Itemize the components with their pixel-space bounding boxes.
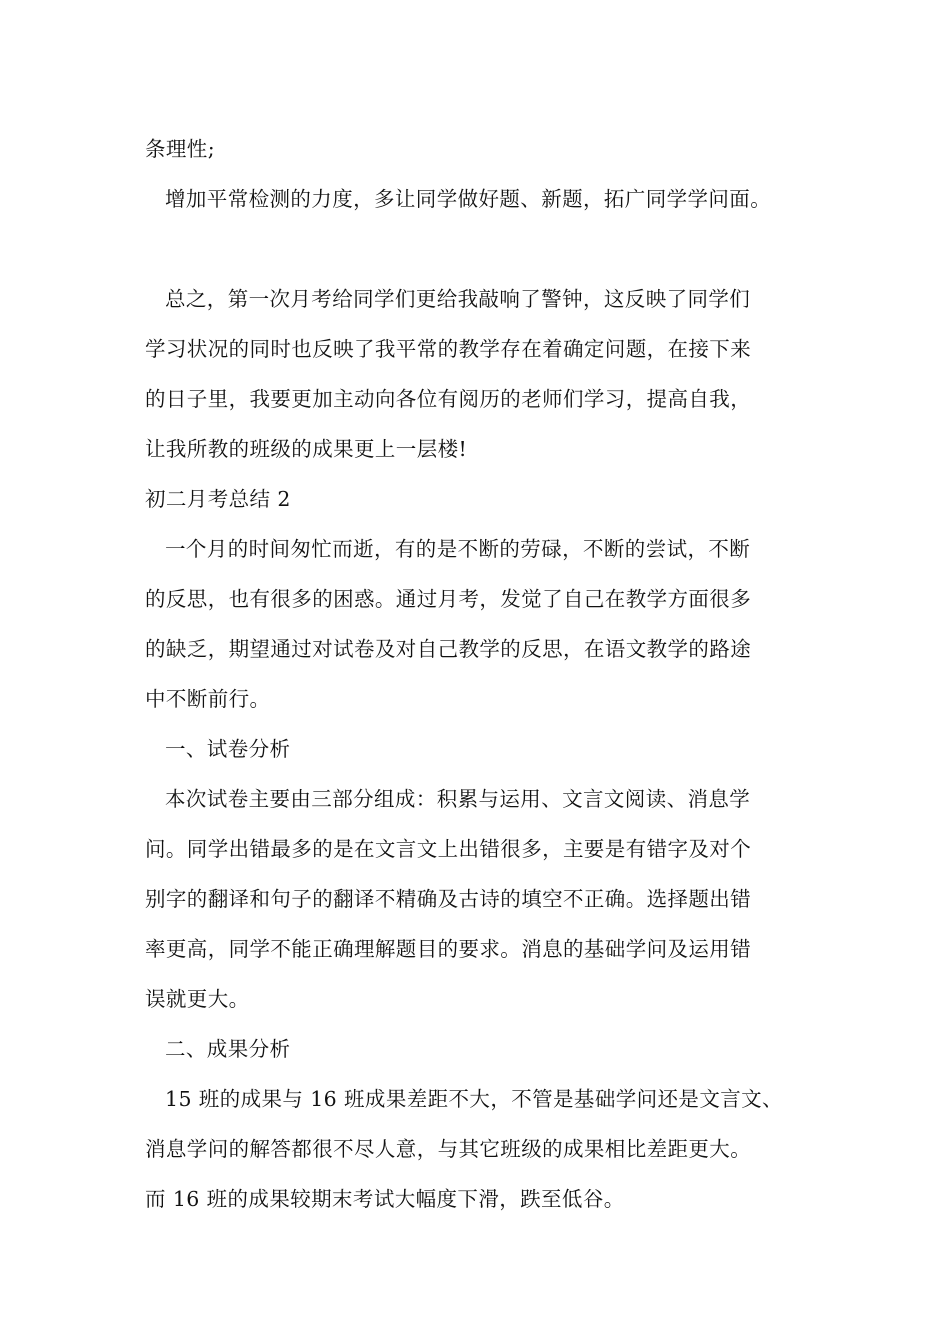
text-line: 的日子里，我要更加主动向各位有阅历的老师们学习，提高自我，	[145, 387, 752, 411]
text-line: 15 班的成果与 16 班成果差距不大，不管是基础学问还是文言文、	[165, 1087, 783, 1111]
text-line: 本次试卷主要由三部分组成：积累与运用、文言文阅读、消息学	[165, 787, 751, 811]
text-line: 误就更大。	[145, 987, 250, 1011]
text-line: 增加平常检测的力度，多让同学做好题、新题，拓广同学学问面。	[165, 187, 772, 211]
text-line: 中不断前行。	[145, 687, 271, 711]
text-line: 学习状况的同时也反映了我平常的教学存在着确定问题，在接下来	[145, 337, 752, 361]
section-heading: 初二月考总结 2	[145, 487, 291, 511]
text-line: 总之，第一次月考给同学们更给我敲响了警钟，这反映了同学们	[165, 287, 751, 311]
text-line: 别字的翻译和句子的翻译不精确及古诗的填空不正确。选择题出错	[145, 887, 752, 911]
text-line: 一个月的时间匆忙而逝，有的是不断的劳碌，不断的尝试，不断	[165, 537, 751, 561]
text-line: 消息学问的解答都很不尽人意，与其它班级的成果相比差距更大。	[145, 1137, 752, 1161]
text-line: 的缺乏，期望通过对试卷及对自己教学的反思，在语文教学的路途	[145, 637, 752, 661]
subheading: 二、成果分析	[165, 1037, 291, 1061]
subheading: 一、试卷分析	[165, 737, 291, 761]
text-line: 而 16 班的成果较期末考试大幅度下滑，跌至低谷。	[145, 1187, 625, 1211]
text-line: 条理性;	[145, 137, 216, 161]
text-line: 的反思，也有很多的困惑。通过月考，发觉了自己在教学方面很多	[145, 587, 752, 611]
text-line: 让我所教的班级的成果更上一层楼!	[145, 437, 468, 461]
text-line: 率更高，同学不能正确理解题目的要求。消息的基础学问及运用错	[145, 937, 752, 961]
text-line: 问。同学出错最多的是在文言文上出错很多，主要是有错字及对个	[145, 837, 752, 861]
